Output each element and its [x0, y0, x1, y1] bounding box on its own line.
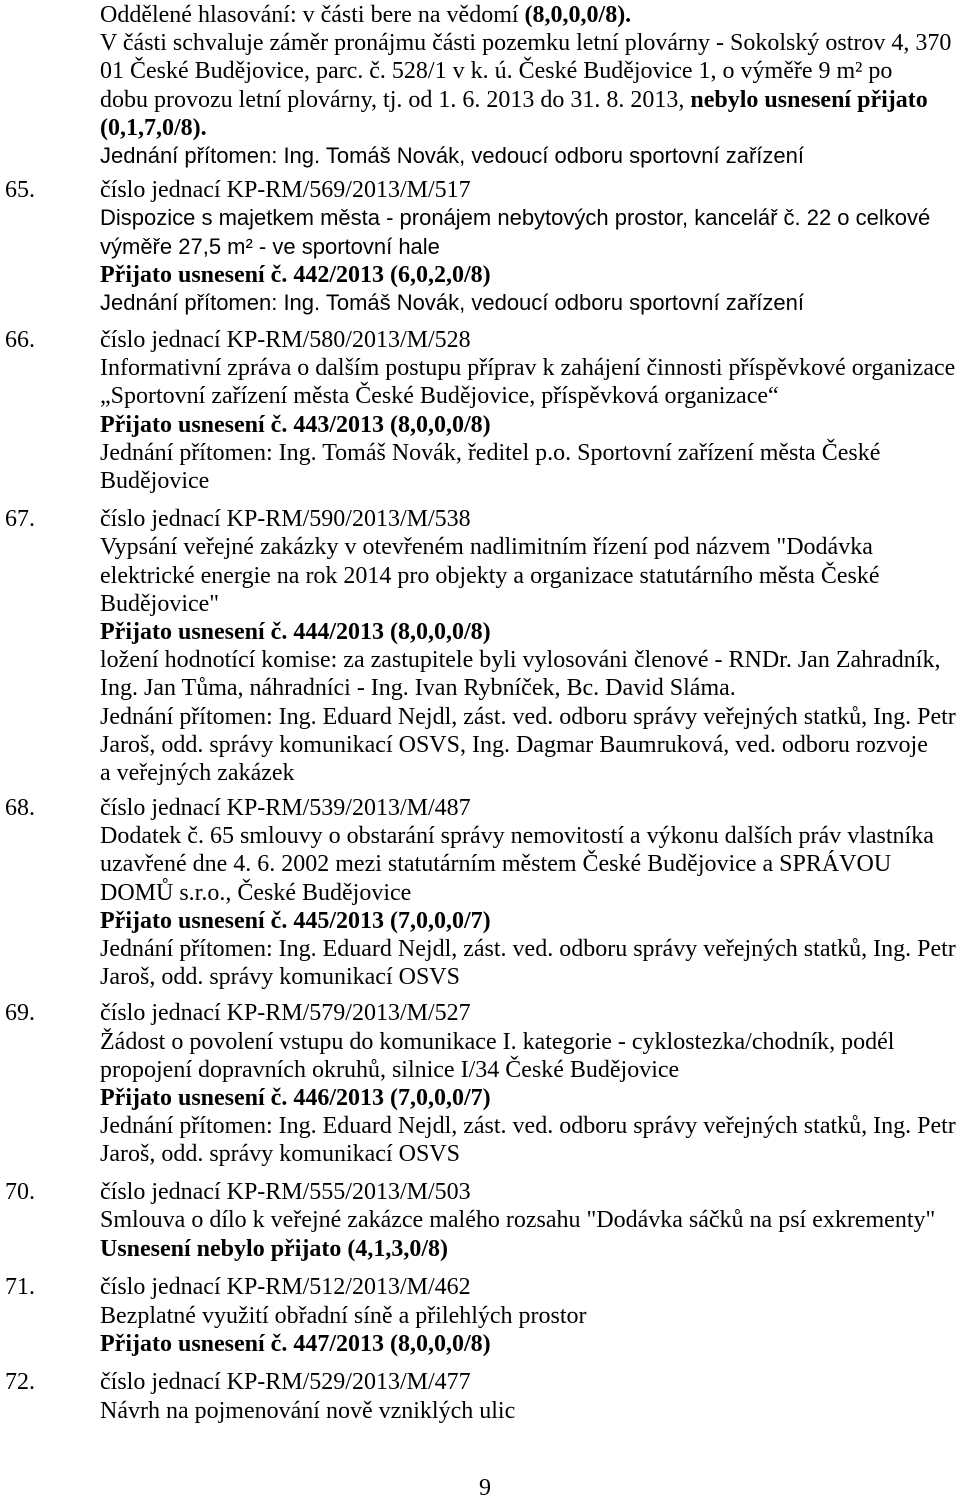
- attendance-line: [100, 703, 960, 731]
- text-segment: Vypsání veřejné zakázky v otevřeném nadlimitním řízení pod názvem "Dodávka: [100, 534, 873, 561]
- case-number-line: [100, 176, 960, 204]
- text-line: [100, 57, 960, 85]
- text-segment: Jaroš, odd. správy komunikací OSVS: [100, 1141, 460, 1168]
- text-segment: Jaroš, odd. správy komunikací OSVS, Ing. Dagmar Baumruková, ved. odboru rozvoje: [100, 731, 928, 758]
- resolution-line: [100, 261, 960, 289]
- item-number: 72.: [5, 1369, 35, 1396]
- bold-text: nebylo usnesení přijato: [690, 86, 928, 113]
- bold-text: Přijato usnesení č. 442/2013 (6,0,2,0/8): [100, 261, 491, 288]
- attendance-line: [100, 935, 960, 963]
- resolution-line: [100, 1330, 960, 1359]
- text-line: [100, 590, 960, 618]
- bold-text: Usnesení nebylo přijato (4,1,3,0/8): [100, 1236, 448, 1263]
- text-line: [100, 759, 960, 787]
- case-number-line: [100, 1273, 960, 1302]
- item-body: [100, 794, 960, 991]
- resolution-line: [100, 411, 960, 439]
- text-line: [100, 674, 960, 702]
- text-segment: V části schvaluje záměr pronájmu části pozemku letní plovárny - Sokolský ostrov 4, 370: [100, 30, 952, 57]
- text-segment: číslo jednací KP-RM/512/2013/M/462: [100, 1273, 471, 1300]
- text-segment: Jednání přítomen: Ing. Tomáš Novák, ředitel p.o. Sportovní zařízení města České: [100, 439, 881, 466]
- item-body: [100, 1273, 960, 1359]
- text-line: [100, 822, 960, 850]
- text-segment: Smlouva o dílo k veřejné zakázce malého rozsahu "Dodávka sáčků na psí exkrementy": [100, 1207, 936, 1234]
- text-segment: „Sportovní zařízení města České Budějovice, příspěvková organizace“: [100, 383, 779, 410]
- case-number-line: [100, 999, 960, 1027]
- bold-text: Přijato usnesení č. 445/2013 (7,0,0,0/7): [100, 907, 491, 934]
- attendance-line: [100, 1112, 960, 1140]
- text-line: [100, 1397, 960, 1426]
- agenda-item: [0, 1178, 960, 1264]
- text-segment: Jednání přítomen: Ing. Tomáš Novák, vedoucí odboru sportovní zařízení: [100, 142, 804, 168]
- text-line: [100, 204, 960, 232]
- text-segment: Budějovice": [100, 590, 220, 617]
- text-line: [100, 354, 960, 382]
- text-line: [100, 1056, 960, 1084]
- text-segment: elektrické energie na rok 2014 pro objekty a organizace statutárního města České: [100, 562, 880, 589]
- item-number: 67.: [5, 506, 35, 533]
- text-line: [100, 1140, 960, 1168]
- attendance-line: [100, 439, 960, 467]
- text-line: [100, 86, 960, 114]
- text-segment: Dispozice s majetkem města - pronájem nebytových prostor, kancelář č. 22 o celkové: [100, 205, 931, 231]
- item-number: 65.: [5, 177, 35, 204]
- text-line: [100, 562, 960, 590]
- agenda-item: [0, 999, 960, 1168]
- case-number-line: [100, 505, 960, 533]
- text-line: [100, 1206, 960, 1235]
- text-segment: Ing. Jan Tůma, náhradníci - Ing. Ivan Rybníček, Bc. David Sláma.: [100, 675, 736, 702]
- case-number-line: [100, 794, 960, 822]
- text-line: [100, 382, 960, 410]
- text-line: [100, 731, 960, 759]
- attendance-line: [100, 142, 960, 170]
- item-body: [100, 176, 960, 317]
- item-body: [100, 326, 960, 495]
- minutes-page-content: [0, 1, 960, 1426]
- page-number: 9: [479, 1475, 491, 1501]
- resolution-line: [100, 618, 960, 646]
- text-line: [100, 1302, 960, 1331]
- text-segment: Žádost o povolení vstupu do komunikace I. kategorie - cyklostezka/chodník, podél: [100, 1028, 895, 1055]
- text-segment: Budějovice: [100, 468, 210, 494]
- text-segment: Bezplatné využití obřadní síně a přilehlých prostor: [100, 1302, 587, 1329]
- text-line: [100, 850, 960, 878]
- item-number: 71.: [5, 1273, 35, 1300]
- item-number: 68.: [5, 795, 35, 822]
- text-segment: číslo jednací KP-RM/580/2013/M/528: [100, 327, 471, 354]
- agenda-item: [0, 1273, 960, 1359]
- text-line: [100, 467, 960, 495]
- item-body: [100, 1178, 960, 1264]
- text-segment: uzavřené dne 4. 6. 2002 mezi statutárním městem České Budějovice a SPRÁVOU: [100, 851, 892, 878]
- agenda-item: [0, 794, 960, 991]
- item-body: [100, 1368, 960, 1426]
- text-segment: propojení dopravních okruhů, silnice I/34 České Budějovice: [100, 1056, 680, 1083]
- item-number: 70.: [5, 1178, 35, 1205]
- case-number-line: [100, 1368, 960, 1397]
- text-segment: výměře 27,5 m² - ve sportovní hale: [100, 233, 440, 259]
- bold-text: Přijato usnesení č. 444/2013 (8,0,0,0/8): [100, 618, 491, 645]
- agenda-item: [0, 1368, 960, 1426]
- attendance-line: [100, 289, 960, 317]
- text-segment: číslo jednací KP-RM/590/2013/M/538: [100, 506, 471, 533]
- text-segment: Oddělené hlasování: v části bere na vědomí: [100, 2, 525, 28]
- text-segment: 01 České Budějovice, parc. č. 528/1 v k. ú. České Budějovice 1, o výměře 9 m² po: [100, 58, 893, 85]
- text-segment: číslo jednací KP-RM/569/2013/M/517: [100, 177, 471, 204]
- text-line: [100, 29, 960, 57]
- text-line: [100, 879, 960, 907]
- item-body: [100, 505, 960, 787]
- agenda-item: [0, 505, 960, 787]
- bold-text: (0,1,7,0/8).: [100, 114, 207, 141]
- agenda-item-continuation: [0, 1, 960, 170]
- case-number-line: [100, 1178, 960, 1207]
- item-body: [100, 999, 960, 1168]
- text-segment: Jednání přítomen: Ing. Eduard Nejdl, zást. ved. odboru správy veřejných statků, Ing. Petr: [100, 703, 956, 730]
- text-line: [100, 646, 960, 674]
- item-number: 69.: [5, 1000, 35, 1027]
- text-segment: číslo jednací KP-RM/529/2013/M/477: [100, 1369, 471, 1396]
- resolution-line: [100, 1084, 960, 1112]
- text-line: [100, 963, 960, 991]
- text-segment: Informativní zpráva o dalším postupu příprav k zahájení činnosti příspěvkové organizace: [100, 355, 956, 382]
- agenda-item: [0, 176, 960, 317]
- text-line: [100, 114, 960, 142]
- text-segment: a veřejných zakázek: [100, 759, 295, 786]
- bold-text: Přijato usnesení č. 447/2013 (8,0,0,0/8): [100, 1331, 491, 1358]
- text-segment: Jednání přítomen: Ing. Eduard Nejdl, zást. ved. odboru správy veřejných statků, Ing. Petr: [100, 936, 956, 962]
- case-number-line: [100, 326, 960, 354]
- text-segment: číslo jednací KP-RM/579/2013/M/527: [100, 1000, 471, 1027]
- resolution-line: [100, 1235, 960, 1264]
- resolution-line: [100, 907, 960, 935]
- text-line: [100, 533, 960, 561]
- text-segment: Jednání přítomen: Ing. Tomáš Novák, vedoucí odboru sportovní zařízení: [100, 289, 804, 315]
- text-line: [100, 233, 960, 261]
- item-number: 66.: [5, 327, 35, 354]
- text-segment: číslo jednací KP-RM/555/2013/M/503: [100, 1178, 471, 1205]
- text-line: [100, 1, 960, 29]
- text-line: [100, 1028, 960, 1056]
- text-segment: Návrh na pojmenování nově vzniklých ulic: [100, 1398, 516, 1425]
- bold-text: (8,0,0,0/8).: [524, 2, 632, 28]
- bold-text: Přijato usnesení č. 446/2013 (7,0,0,0/7): [100, 1084, 491, 1111]
- agenda-item: [0, 326, 960, 495]
- bold-text: Přijato usnesení č. 443/2013 (8,0,0,0/8): [100, 411, 491, 438]
- text-segment: Dodatek č. 65 smlouvy o obstarání správy nemovitostí a výkonu dalších práv vlastníka: [100, 823, 934, 850]
- text-segment: číslo jednací KP-RM/539/2013/M/487: [100, 795, 471, 822]
- text-segment: ložení hodnotící komise: za zastupitele byli vylosováni členové - RNDr. Jan Zahradník,: [100, 647, 941, 674]
- text-segment: Jaroš, odd. správy komunikací OSVS: [100, 964, 460, 991]
- text-segment: dobu provozu letní plovárny, tj. od 1. 6. 2013 do 31. 8. 2013,: [100, 86, 691, 113]
- item-body: [100, 1, 960, 170]
- text-segment: DOMŮ s.r.o., České Budějovice: [100, 879, 412, 906]
- text-segment: Jednání přítomen: Ing. Eduard Nejdl, zást. ved. odboru správy veřejných statků, Ing. Petr: [100, 1113, 956, 1140]
